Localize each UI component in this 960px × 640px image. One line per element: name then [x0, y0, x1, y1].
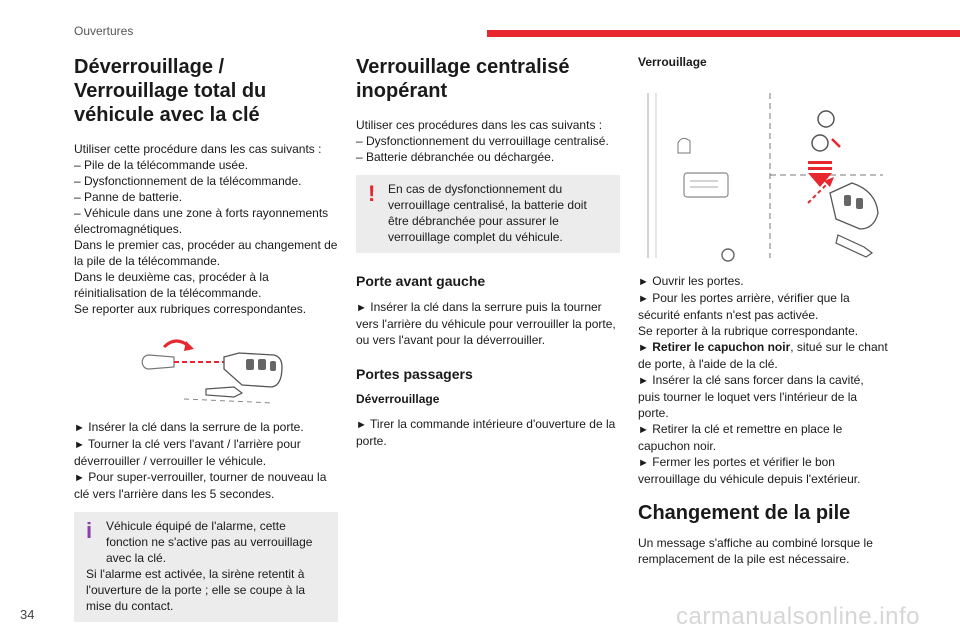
- door-latch-illustration: [638, 83, 888, 263]
- page-number: 34: [20, 607, 35, 622]
- paragraph: Un message s'affiche au combiné lorsque le remplacement de la pile est nécessaire.: [638, 536, 873, 566]
- paragraph: Se reporter aux rubriques correspondantes.: [74, 302, 307, 316]
- step-arrow-icon: ►: [638, 424, 649, 436]
- step-arrow-icon: ►: [638, 342, 649, 354]
- column-2: [356, 55, 620, 449]
- warning-note: [356, 175, 620, 253]
- section-title-battery-change: Changement de la pile: [638, 502, 851, 524]
- paragraph: Se reporter à la rubrique correspondante.: [638, 324, 859, 338]
- info-note: [74, 512, 338, 622]
- step-arrow-icon: ►: [356, 419, 367, 431]
- step-arrow-icon: ►: [74, 472, 85, 484]
- subheading-unlocking: Déverrouillage: [356, 392, 440, 406]
- warning-icon: !: [368, 181, 376, 206]
- step-item: ► Fermer les portes et vérifier le bon verrouillage du véhicule depuis l'extérieur.: [638, 455, 861, 486]
- step-arrow-icon: ►: [74, 439, 85, 451]
- step-arrow-icon: ►: [638, 276, 649, 288]
- case-item: – Dysfonctionnement de la télécommande.: [74, 174, 302, 188]
- key-in-lock-illustration: [74, 327, 338, 407]
- paragraph: Dans le premier cas, procéder au changement de la pile de la télécommande.: [74, 238, 338, 268]
- column-1: [74, 55, 338, 622]
- case-item: – Dysfonctionnement du verrouillage centralisé.: [356, 134, 609, 148]
- header-accent-bar: [487, 30, 960, 37]
- column-3: [638, 55, 888, 567]
- step-item: ► Ouvrir les portes.: [638, 274, 744, 288]
- section-title-key-locking: Déverrouillage / Verrouillage total du véhicule avec la clé: [74, 56, 267, 126]
- step-arrow-icon: ►: [638, 457, 649, 469]
- label-locking: Verrouillage: [638, 55, 707, 69]
- intro-text: Utiliser ces procédures dans les cas suivants :: [356, 118, 603, 132]
- step-item: ► Insérer la clé sans forcer dans la cavité, puis tourner le loquet vers l'intérieur de la porte.: [638, 373, 864, 420]
- subheading-front-left-door: Porte avant gauche: [356, 273, 486, 289]
- case-item: – Panne de batterie.: [74, 190, 183, 204]
- step-arrow-icon: ►: [74, 422, 85, 434]
- note-text: Véhicule équipé de l'alarme, cette fonction ne s'active pas au verrouillage avec la clé.: [106, 519, 313, 565]
- step-arrow-icon: ►: [638, 375, 649, 387]
- case-item: – Batterie débranchée ou déchargée.: [356, 150, 555, 164]
- step-item: ► Retirer le capuchon noir, situé sur le chant de porte, à l'aide de la clé.: [638, 340, 888, 371]
- watermark: carmanualsonline.info: [676, 603, 920, 630]
- step-arrow-icon: ►: [638, 293, 649, 305]
- step-item: ► Tirer la commande intérieure d'ouverture de la porte.: [356, 417, 616, 448]
- note-text: Si l'alarme est activée, la sirène retentit à l'ouverture de la porte ; elle se coupe à la mise du contact.: [86, 567, 306, 613]
- intro-text: Utiliser cette procédure dans les cas suivants :: [74, 142, 322, 156]
- case-item: – Véhicule dans une zone à forts rayonnements électromagnétiques.: [74, 206, 329, 236]
- header-section-title: Ouvertures: [74, 24, 134, 38]
- step-item: ► Tourner la clé vers l'avant / l'arrière pour déverrouiller / verrouiller le véhicule.: [74, 437, 301, 468]
- info-icon: i: [86, 518, 93, 543]
- note-text: En cas de dysfonctionnement du verrouillage centralisé, la batterie doit être débranchée pour assurer le verrouillage complet du véhicule.: [388, 182, 587, 244]
- paragraph: Dans le deuxième cas, procéder à la réinitialisation de la télécommande.: [74, 270, 269, 300]
- subheading-passenger-doors: Portes passagers: [356, 366, 473, 382]
- step-item: ► Insérer la clé dans la serrure puis la tourner vers l'arrière du véhicule pour verrouiller la porte, ou vers l'avant pour la déverrouiller.: [356, 300, 616, 347]
- step-item: ► Retirer la clé et remettre en place le capuchon noir.: [638, 422, 843, 453]
- step-item: ► Pour super-verrouiller, tourner de nouveau la clé vers l'arrière dans les 5 secondes.: [74, 470, 327, 501]
- section-title-central-locking: Verrouillage centralisé inopérant: [356, 56, 570, 102]
- case-item: – Pile de la télécommande usée.: [74, 158, 249, 172]
- step-arrow-icon: ►: [356, 302, 367, 314]
- step-item: ► Pour les portes arrière, vérifier que la sécurité enfants n'est pas activée.: [638, 291, 850, 322]
- step-item: ► Insérer la clé dans la serrure de la porte.: [74, 420, 304, 434]
